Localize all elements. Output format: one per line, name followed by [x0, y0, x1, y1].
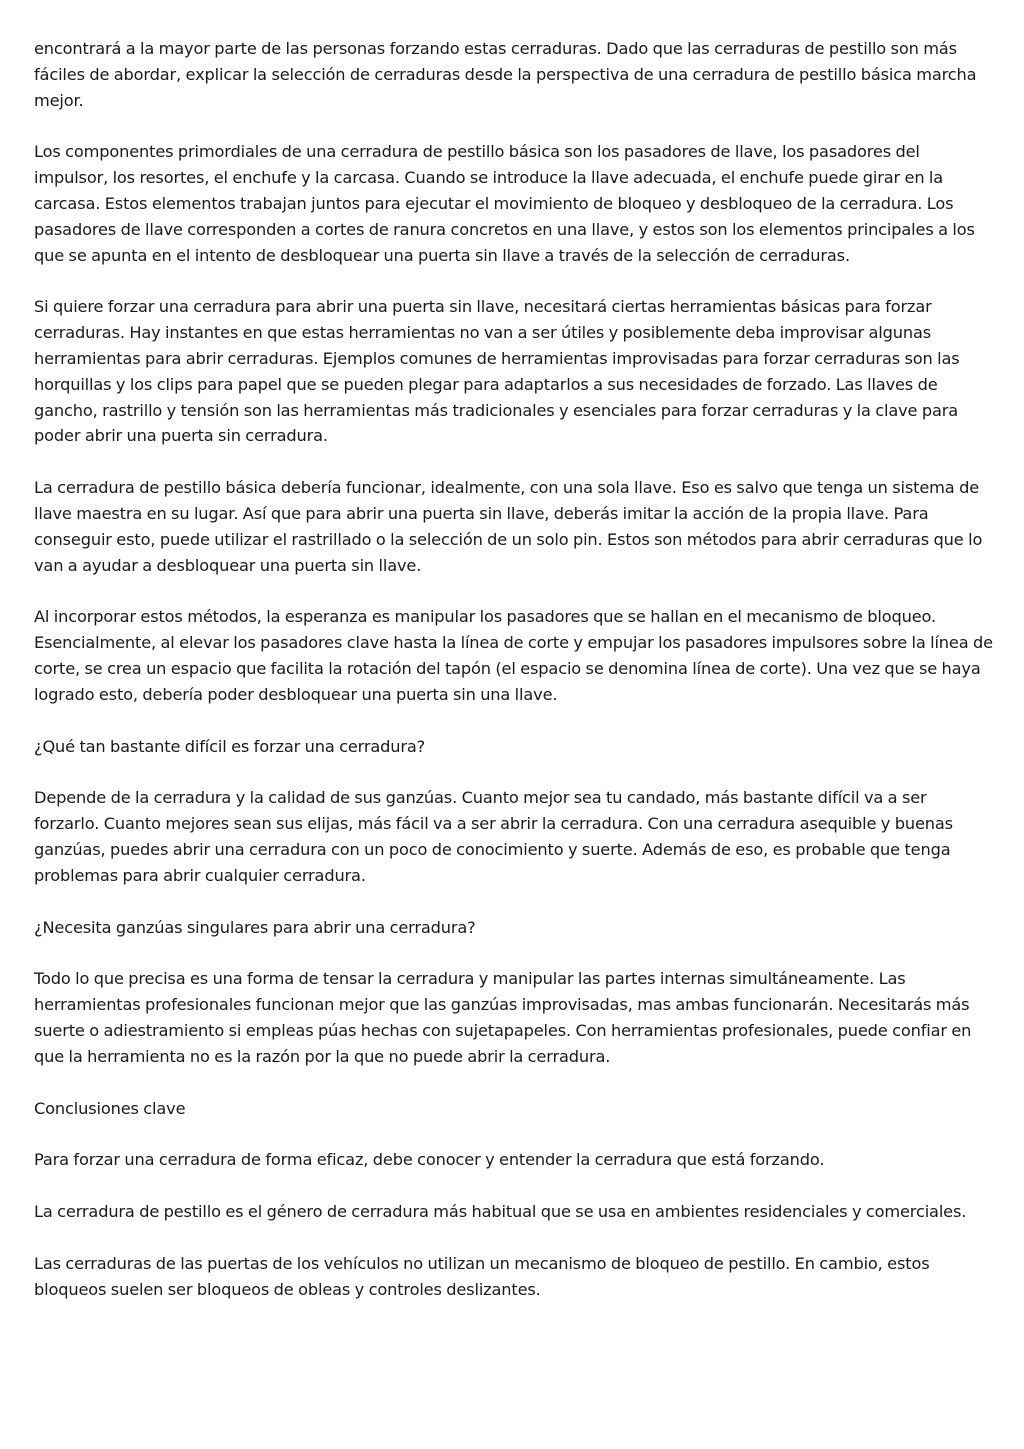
paragraph-special-picks-answer: Todo lo que precisa es una forma de tensar la cerradura y manipular las partes internas simultáneamente. Las herramientas profesionales funcionan mejor que las ganzúas improvisadas, mas ambas funcionarán. Necesitarás más suerte o adiestramiento si empleas púas hechas con sujetapapeles. Con herramientas profesionales, puede confiar en que la herramienta no es la razón por la que no puede abrir la cerradura.	[34, 969, 972, 1066]
paragraph-lock-components: Los componentes primordiales de una cerradura de pestillo básica son los pasadores de llave, los pasadores del impulsor, los resortes, el enchufe y la carcasa. Cuando se introduce la llave adecuada, el enchufe puede girar en la carcasa. Estos elementos trabajan juntos para ejecutar el movimiento de bloqueo y desbloqueo de la cerradura. Los pasadores de llave corresponden a cortes de ranura concretos en una llave, y estos son los elementos principales a los que se apunta en el intento de desbloquear una puerta sin llave a través de la selección de cerraduras.	[34, 142, 975, 265]
paragraph-methods: Al incorporar estos métodos, la esperanza es manipular los pasadores que se hallan en el mecanismo de bloqueo. Esencialmente, al elevar los pasadores clave hasta la línea de corte y empujar los pasadores impulsores sobre la línea de corte, se crea un espacio que facilita la rotación del tapón (el espacio se denomina línea de corte). Una vez que se haya logrado esto, debería poder desbloquear una puerta sin una llave.	[34, 607, 993, 704]
question-difficulty: ¿Qué tan bastante difícil es forzar una cerradura?	[34, 736, 426, 756]
question-special-picks: ¿Necesita ganzúas singulares para abrir una cerradura?	[34, 917, 476, 937]
paragraph-intro-continuation: encontrará a la mayor parte de las personas forzando estas cerraduras. Dado que las cerraduras de pestillo son más fáciles de abordar, explicar la selección de cerraduras desde la perspectiva de una cerradura de pestillo básica marcha mejor.	[34, 39, 977, 110]
paragraph-single-key: La cerradura de pestillo básica debería funcionar, idealmente, con una sola llave. Eso es salvo que tenga un sistema de llave maestra en su lugar. Así que para abrir una puerta sin llave, deberás imitar la acción de la propia llave. Para conseguir esto, puede utilizar el rastrillado o la selección de un solo pin. Estos son métodos para abrir cerraduras que lo van a ayudar a desbloquear una puerta sin llave.	[34, 478, 983, 575]
paragraph-conclusion-2: La cerradura de pestillo es el género de cerradura más habitual que se usa en ambientes residenciales y comerciales.	[34, 1202, 967, 1222]
heading-key-conclusions: Conclusiones clave	[34, 1098, 186, 1118]
paragraph-basic-tools: Si quiere forzar una cerradura para abrir una puerta sin llave, necesitará ciertas herramientas básicas para forzar cerraduras. Hay instantes en que estas herramientas no van a ser útiles y posiblemente deba improvisar algunas herramientas para abrir cerraduras. Ejemplos comunes de herramientas improvisadas para forzar cerraduras son las horquillas y los clips para papel que se pueden plegar para adaptarlos a sus necesidades de forzado. Las llaves de gancho, rastrillo y tensión son las herramientas más tradicionales y esenciales para forzar cerraduras y la clave para poder abrir una puerta sin cerradura.	[34, 297, 960, 446]
paragraph-conclusion-1: Para forzar una cerradura de forma eficaz, debe conocer y entender la cerradura que está forzando.	[34, 1150, 825, 1170]
paragraph-conclusion-3: Las cerraduras de las puertas de los vehículos no utilizan un mecanismo de bloqueo de pestillo. En cambio, estos bloqueos suelen ser bloqueos de obleas y controles deslizantes.	[34, 1253, 930, 1299]
paragraph-difficulty-answer: Depende de la cerradura y la calidad de sus ganzúas. Cuanto mejor sea tu candado, más bastante difícil va a ser forzarlo. Cuanto mejores sean sus elijas, más fácil va a ser abrir la cerradura. Con una cerradura asequible y buenas ganzúas, puedes abrir una cerradura con un poco de conocimiento y suerte. Además de eso, es probable que tenga problemas para abrir cualquier cerradura.	[34, 788, 953, 885]
document-page	[34, 36, 994, 1328]
